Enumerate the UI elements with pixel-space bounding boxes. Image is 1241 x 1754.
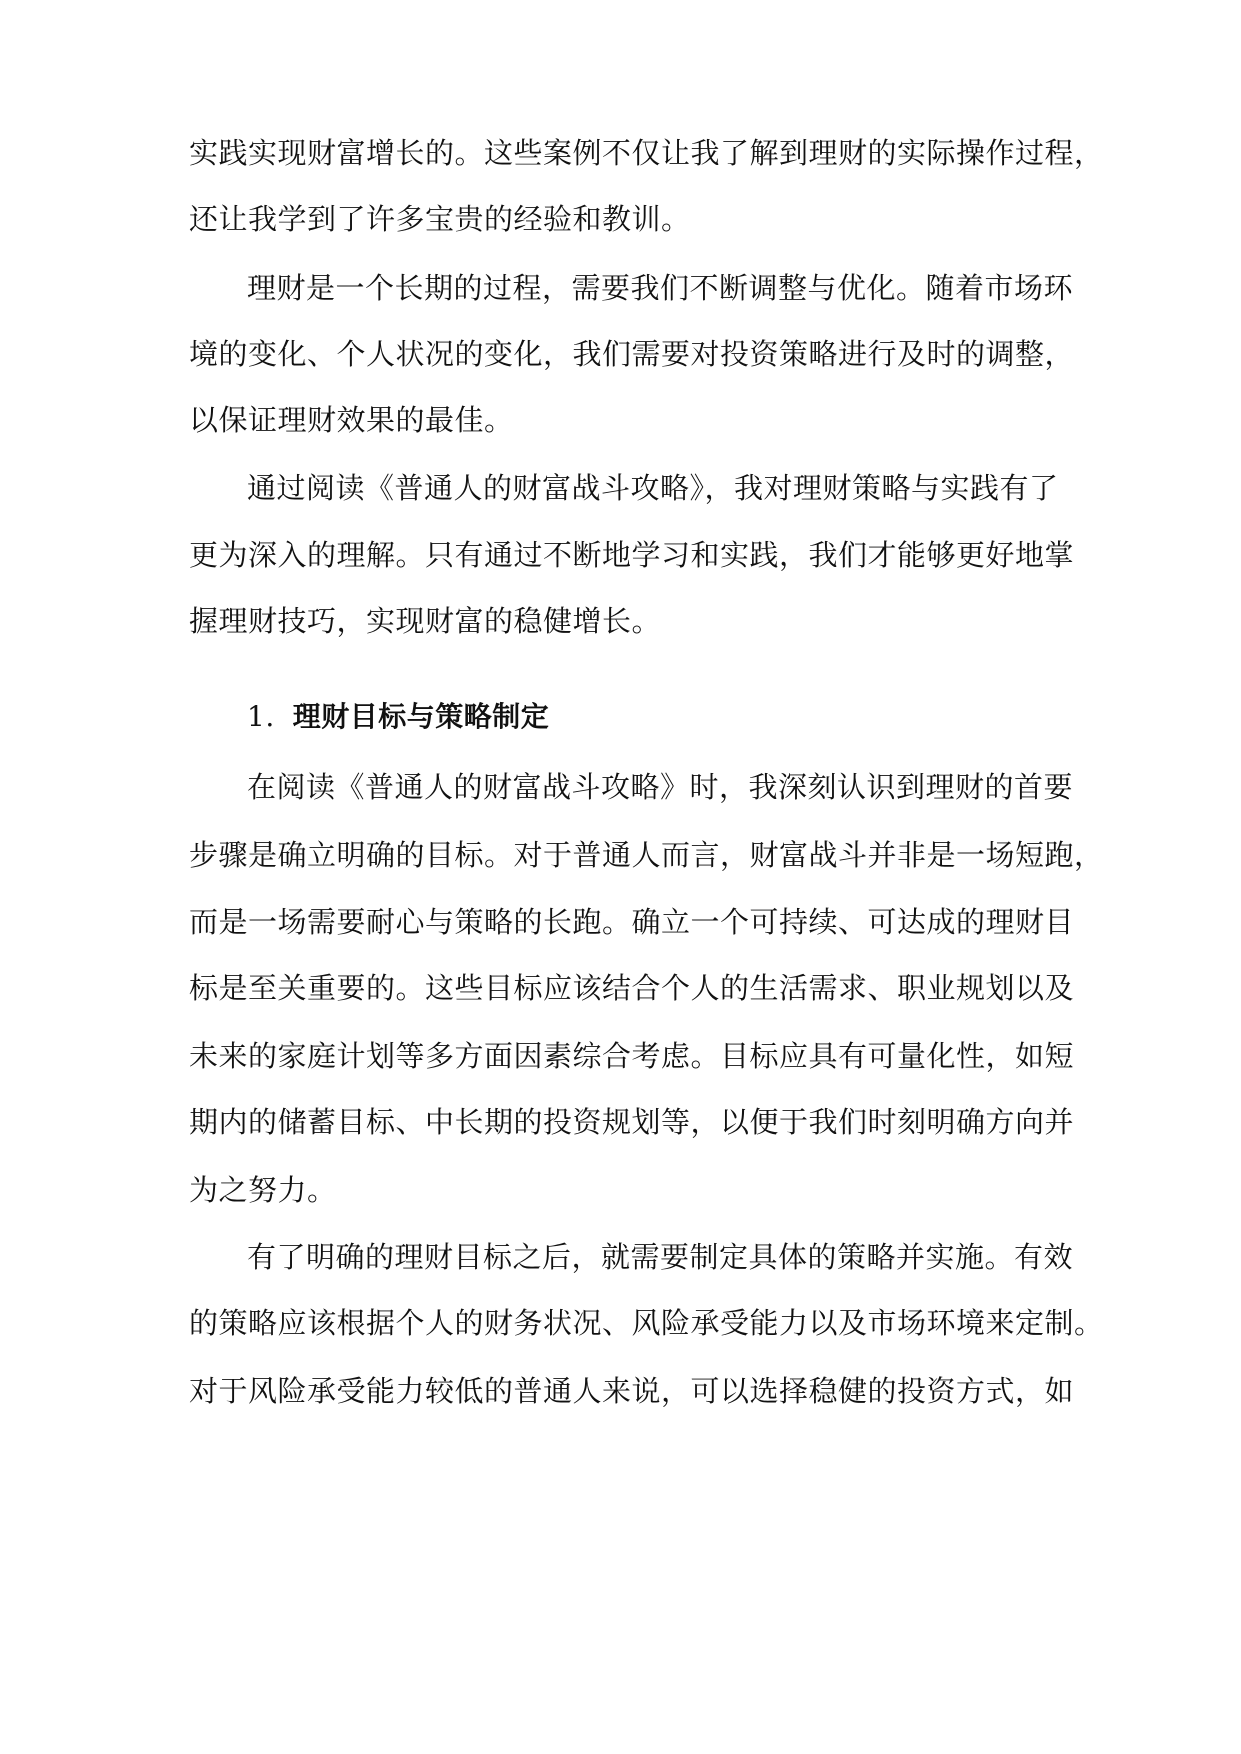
- paragraph-line: 实践实现财富增长的。这些案例不仅让我了解到理财的实际操作过程，: [189, 136, 1104, 170]
- paragraph-line: 期内的储蓄目标、中长期的投资规划等，以便于我们时刻明确方向并: [189, 1105, 1075, 1139]
- paragraph-line: 步骤是确立明确的目标。对于普通人而言，财富战斗并非是一场短跑，: [189, 838, 1104, 872]
- section-heading: [247, 697, 549, 737]
- paragraph-line: 的策略应该根据个人的财务状况、风险承受能力以及市场环境来定制。: [189, 1306, 1104, 1340]
- paragraph-line: 有了明确的理财目标之后，就需要制定具体的策略并实施。有效: [247, 1240, 1074, 1274]
- section-number: 1.: [247, 700, 275, 733]
- paragraph-line: 更为深入的理解。只有通过不断地学习和实践，我们才能够更好地掌: [189, 538, 1075, 572]
- paragraph-line: 握理财技巧，实现财富的稳健增长。: [189, 604, 662, 638]
- paragraph-line: 理财是一个长期的过程，需要我们不断调整与优化。随着市场环: [247, 271, 1074, 305]
- paragraph-line: 对于风险承受能力较低的普通人来说，可以选择稳健的投资方式，如: [189, 1374, 1075, 1408]
- section-title: 理财目标与策略制定: [292, 700, 550, 733]
- paragraph-line: 而是一场需要耐心与策略的长跑。确立一个可持续、可达成的理财目: [189, 905, 1075, 939]
- paragraph-line: 标是至关重要的。这些目标应该结合个人的生活需求、职业规划以及: [189, 971, 1075, 1005]
- paragraph-line: 为之努力。: [189, 1173, 337, 1207]
- paragraph-line: 未来的家庭计划等多方面因素综合考虑。目标应具有可量化性，如短: [189, 1039, 1075, 1073]
- paragraph-line: 还让我学到了许多宝贵的经验和教训。: [189, 202, 691, 236]
- paragraph-line: 通过阅读《普通人的财富战斗攻略》，我对理财策略与实践有了: [247, 471, 1059, 505]
- paragraph-line: 在阅读《普通人的财富战斗攻略》时，我深刻认识到理财的首要: [247, 770, 1074, 804]
- paragraph-line: 以保证理财效果的最佳。: [189, 403, 514, 437]
- paragraph-line: 境的变化、个人状况的变化，我们需要对投资策略进行及时的调整，: [189, 337, 1075, 371]
